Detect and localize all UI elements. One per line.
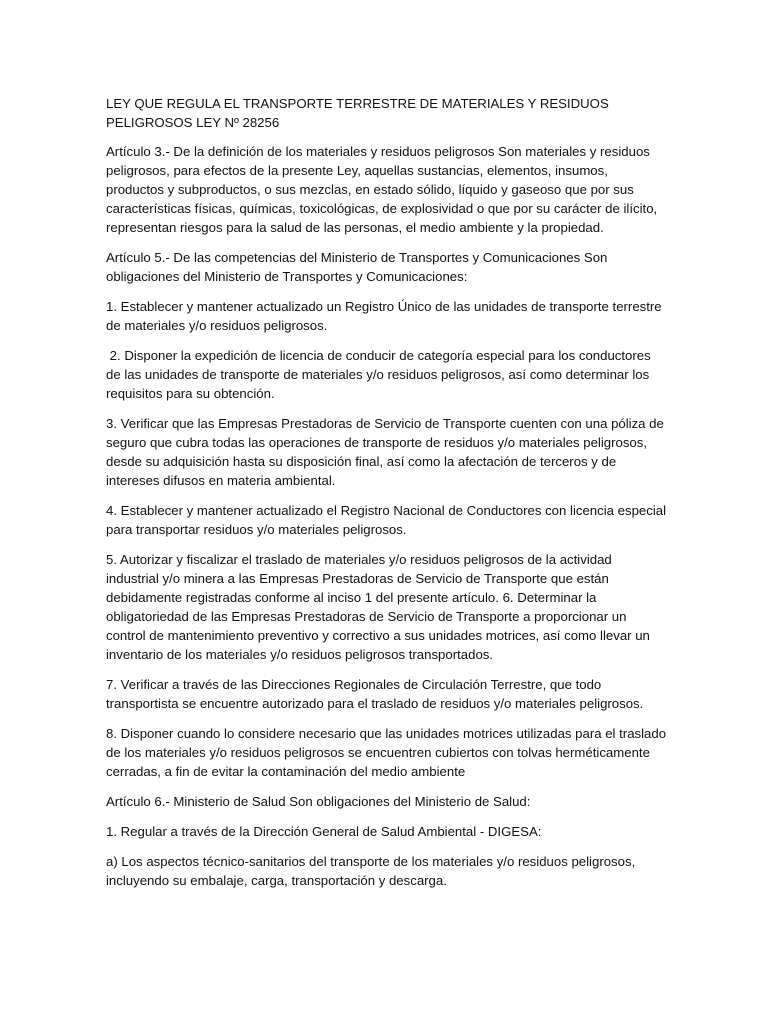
paragraph-salud-item-a: a) Los aspectos técnico-sanitarios del transporte de los materiales y/o residuos peligrosos, incluyendo su embalaje, carga, transportación y descarga. bbox=[106, 854, 639, 888]
paragraph-item-4: 4. Establecer y mantener actualizado el Registro Nacional de Conductores con licencia especial para transportar residuos y/o materiales peligrosos. bbox=[106, 503, 670, 537]
paragraph-item-3: 3. Verificar que las Empresas Prestadoras de Servicio de Transporte cuenten con una póliza de seguro que cubra todas las operaciones de transporte de residuos y/o materiales peligrosos, desde su adquisición hasta su disposición final, así como la afectación de terceros y de intereses difusos en materia ambiental. bbox=[106, 416, 668, 488]
paragraph-articulo-3: Artículo 3.- De la definición de los materiales y residuos peligrosos Son materiales y residuos peligrosos, para efectos de la presente Ley, aquellas sustancias, elementos, insumos, productos y subproductos, o sus mezclas, en estado sólido, líquido y gaseoso que por sus características físicas, químicas, toxicológicas, de explosividad o que por su carácter de ilícito, representan riesgos para la salud de las personas, el medio ambiente y la propiedad. bbox=[106, 144, 661, 235]
paragraph-articulo-6: Artículo 6.- Ministerio de Salud Son obligaciones del Ministerio de Salud: bbox=[106, 794, 531, 809]
paragraph-item-2: 2. Disponer la expedición de licencia de conducir de categoría especial para los conductores de las unidades de transporte de materiales y/o residuos peligrosos, así como determinar los requisitos para su obtención. bbox=[106, 348, 655, 401]
paragraph-item-1: 1. Establecer y mantener actualizado un Registro Único de las unidades de transporte terrestre de materiales y/o residuos peligrosos. bbox=[106, 299, 666, 333]
paragraph-articulo-5: Artículo 5.- De las competencias del Ministerio de Transportes y Comunicaciones Son obligaciones del Ministerio de Transportes y Comunicaciones: bbox=[106, 250, 612, 284]
document-title: LEY QUE REGULA EL TRANSPORTE TERRESTRE DE MATERIALES Y RESIDUOS PELIGROSOS LEY Nº 28256 bbox=[106, 96, 613, 130]
paragraph-salud-item-1: 1. Regular a través de la Dirección General de Salud Ambiental - DIGESA: bbox=[106, 824, 542, 839]
paragraph-item-7: 7. Verificar a través de las Direcciones Regionales de Circulación Terrestre, que todo transportista se encuentre autorizado para el traslado de residuos y/o materiales peligrosos. bbox=[106, 677, 644, 711]
paragraph-item-5-6: 5. Autorizar y fiscalizar el traslado de materiales y/o residuos peligrosos de la actividad industrial y/o minera a las Empresas Prestadoras de Servicio de Transporte que están debidamente registradas conforme al inciso 1 del presente artículo. 6. Determinar la obligatoriedad de las Empresas Prestadoras de Servicio de Transporte a proporcionar un control de mantenimiento preventivo y correctivo a sus unidades motrices, así como llevar un inventario de los materiales y/o residuos peligrosos transportados. bbox=[106, 552, 654, 662]
paragraph-item-8: 8. Disponer cuando lo considere necesario que las unidades motrices utilizadas para el traslado de los materiales y/o residuos peligrosos se encuentren cubiertos con tolvas herméticamente cerradas, a fin de evitar la contaminación del medio ambiente bbox=[106, 726, 670, 779]
